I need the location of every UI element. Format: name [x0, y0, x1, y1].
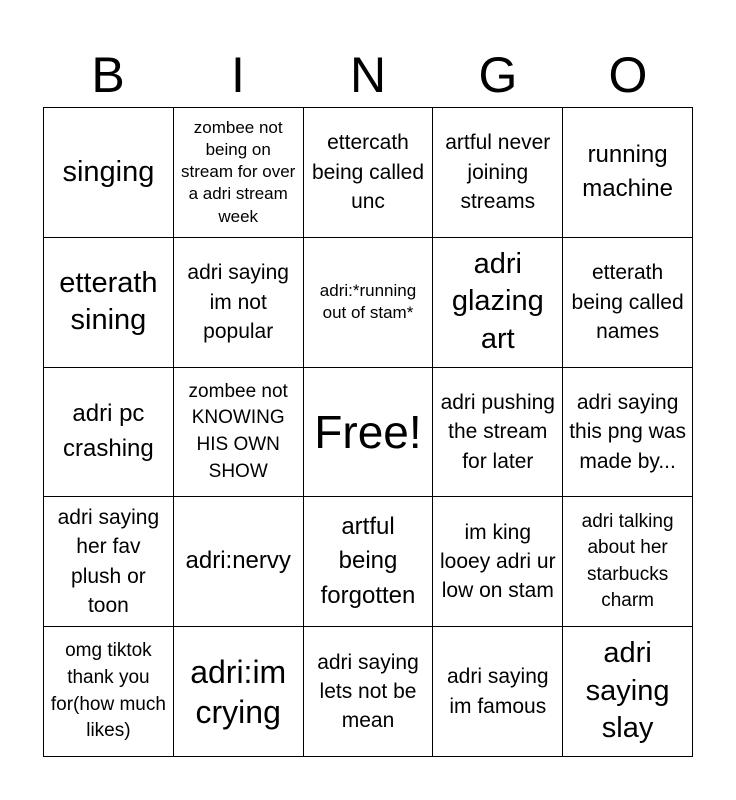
- cell-label: adri saying her fav plush or toon: [57, 506, 160, 618]
- cell-label: ettercath being called unc: [311, 131, 425, 214]
- cell-label: running machine: [582, 140, 673, 203]
- cell-label: etterath sining: [59, 266, 158, 337]
- bingo-cell[interactable]: [174, 627, 304, 757]
- cell-label: adri saying slay: [585, 637, 670, 745]
- cell-label: artful never joining streams: [445, 131, 551, 214]
- bingo-cell[interactable]: [433, 627, 563, 757]
- bingo-grid: [43, 107, 693, 757]
- bingo-cell[interactable]: [44, 238, 174, 368]
- cell-label: adri talking about her starbucks charm: [581, 510, 674, 612]
- header-letter-g: G: [478, 47, 518, 103]
- cell-label: adri saying this png was made by...: [569, 390, 686, 473]
- cell-label: omg tiktok thank you for(how much likes): [50, 640, 166, 742]
- bingo-cell[interactable]: [44, 497, 174, 627]
- bingo-cell[interactable]: [174, 368, 304, 498]
- bingo-header: [43, 44, 693, 106]
- bingo-cell[interactable]: [304, 108, 434, 238]
- bingo-cell[interactable]: [433, 368, 563, 498]
- cell-label: im king looey adri ur low on stam: [440, 520, 556, 603]
- cell-label: adri saying im not popular: [187, 261, 289, 343]
- bingo-cell[interactable]: [563, 238, 693, 368]
- cell-label: adri:nervy: [185, 547, 291, 575]
- bingo-cell[interactable]: [174, 238, 304, 368]
- cell-label: adri:im crying: [190, 653, 287, 730]
- header-letter-o: O: [608, 47, 648, 103]
- bingo-cell[interactable]: [563, 108, 693, 238]
- bingo-cell[interactable]: [304, 497, 434, 627]
- bingo-cell[interactable]: [433, 497, 563, 627]
- bingo-cell[interactable]: [563, 368, 693, 498]
- cell-label: zombee not KNOWING HIS OWN SHOW: [188, 380, 288, 482]
- bingo-cell[interactable]: [174, 497, 304, 627]
- cell-label: singing: [62, 155, 155, 188]
- cell-label: adri pc crashing: [63, 400, 154, 462]
- bingo-cell[interactable]: [44, 108, 174, 238]
- cell-label: artful being forgotten: [320, 512, 416, 610]
- bingo-cell[interactable]: [174, 108, 304, 238]
- cell-label: adri:*running out of stam*: [319, 281, 417, 323]
- cell-label: zombee not being on stream for over a adri stream week: [181, 118, 296, 226]
- bingo-cell[interactable]: [563, 627, 693, 757]
- bingo-cell[interactable]: [563, 497, 693, 627]
- bingo-cell[interactable]: [44, 627, 174, 757]
- bingo-cell[interactable]: [44, 368, 174, 498]
- header-letter-n: N: [349, 47, 387, 103]
- header-letter-i: I: [231, 47, 245, 103]
- bingo-free-cell[interactable]: [304, 368, 434, 498]
- header-letter-b: B: [91, 47, 125, 103]
- free-space-label: Free!: [314, 405, 422, 458]
- cell-label: adri pushing the stream for later: [440, 390, 555, 473]
- bingo-cell[interactable]: [304, 627, 434, 757]
- cell-label: adri saying lets not be mean: [317, 650, 419, 733]
- cell-label: adri saying im famous: [447, 665, 549, 718]
- bingo-cell[interactable]: [433, 108, 563, 238]
- bingo-cell[interactable]: [433, 238, 563, 368]
- cell-label: adri glazing art: [451, 247, 544, 356]
- cell-label: etterath being called names: [571, 261, 684, 343]
- bingo-cell[interactable]: [304, 238, 434, 368]
